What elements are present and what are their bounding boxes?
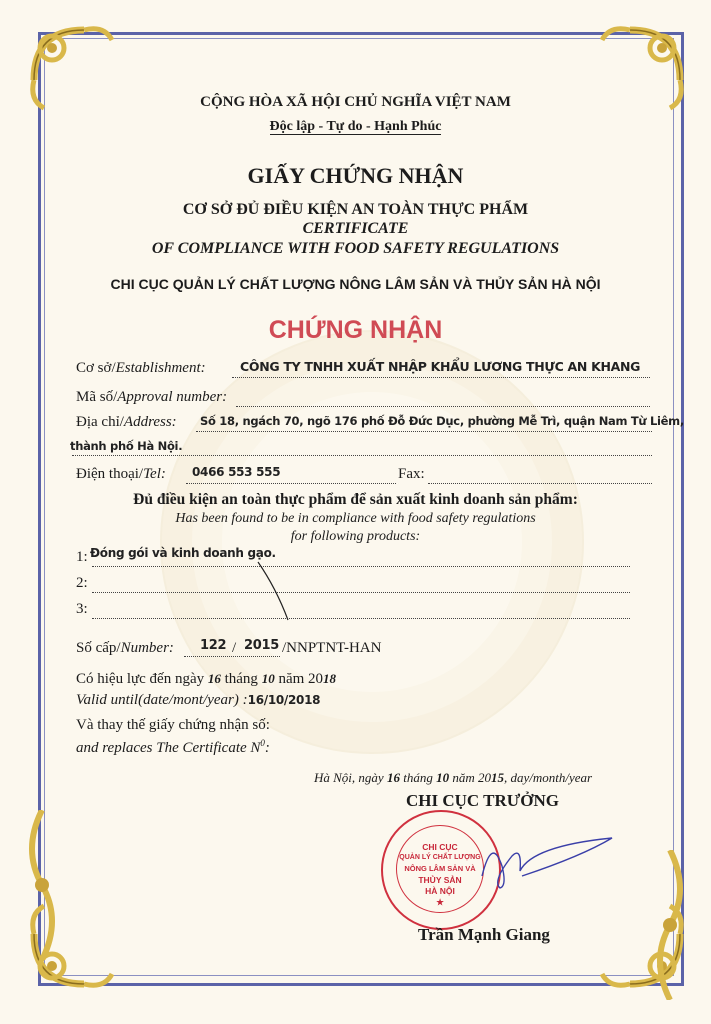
side-ornament-icon [22, 810, 62, 960]
sign-month-label: tháng [403, 770, 433, 785]
subtitle-en-1: CERTIFICATE [302, 220, 409, 237]
product-2-num: 2: [76, 575, 88, 591]
stamp-star-icon: ★ [436, 897, 444, 907]
establishment-value: CÔNG TY TNHH XUẤT NHẬP KHẨU LƯƠNG THỰC AN KHANG [240, 359, 641, 374]
tel-label-vn: Điện thoại/ [76, 466, 144, 482]
subtitle-vn: CƠ SỞ ĐỦ ĐIỀU KIỆN AN TOÀN THỰC PHẨM [182, 201, 529, 218]
number-suffix: /NNPTNT-HAN [282, 640, 382, 656]
fax-label: Fax: [398, 466, 425, 482]
certify-heading: CHỨNG NHẬN [268, 316, 443, 344]
tel-label [76, 466, 166, 483]
number-label-vn: Số cấp/ [76, 640, 121, 656]
certificate-title: GIẤY CHỨNG NHẬN [247, 163, 464, 188]
tel-label-en: Tel: [143, 466, 166, 482]
signer-name: Trần Mạnh Giang [418, 925, 550, 944]
establishment-line [232, 377, 650, 378]
validity-year-label: năm 20 [278, 671, 324, 687]
validity-month-label: tháng [224, 671, 258, 687]
validity-en-value: 16/10/2018 [247, 693, 321, 707]
tel-value: 0466 553 555 [192, 465, 281, 479]
replace-en [76, 738, 270, 757]
side-ornament-icon [650, 850, 690, 1000]
stamp-line-1: CHI CỤC [422, 842, 458, 852]
sign-place-date [314, 770, 592, 786]
sign-place-prefix: Hà Nội, ngày [314, 770, 384, 785]
product-3-line [92, 618, 630, 619]
product-1-num: 1: [76, 549, 88, 565]
motto [0, 119, 711, 135]
sign-year: 15 [490, 770, 504, 785]
product-2-line [92, 592, 630, 593]
address-label [76, 414, 177, 431]
establishment-label-vn: Cơ sở/ [76, 360, 116, 376]
address-line-1 [196, 431, 652, 432]
establishment-label [76, 360, 206, 377]
product-1-value: Đóng gói và kinh doanh gạo. [90, 546, 276, 560]
validity-day: 16 [207, 671, 221, 686]
approval-label-en: Approval number: [117, 389, 228, 405]
approval-label-vn: Mã số/ [76, 389, 118, 405]
validity-en [76, 692, 320, 709]
establishment-label-en: Establishment: [115, 360, 206, 376]
stamp-line-3: NÔNG LÂM SẢN VÀ [404, 864, 476, 873]
replace-en-text: and replaces The Certificate N [76, 740, 261, 756]
approval-line [236, 406, 650, 407]
republic-heading: CỘNG HÒA XÃ HỘI CHỦ NGHĨA VIỆT NAM [200, 94, 511, 110]
replace-en-sup: 0 [260, 738, 265, 748]
sign-month: 10 [436, 770, 450, 785]
stamp-line-4: THỦY SẢN [418, 875, 462, 885]
address-label-vn: Địa chỉ/ [76, 414, 124, 430]
tel-line [186, 483, 396, 484]
replace-en-end: : [264, 740, 270, 756]
product-1-line [92, 566, 630, 567]
compliance-en-1: Has been found to be in compliance with food safety regulations [175, 511, 536, 526]
agency-name: CHI CỤC QUẢN LÝ CHẤT LƯỢNG NÔNG LÂM SẢN VÀ THỦY SẢN HÀ NỘI [110, 276, 601, 292]
number-sep: / [232, 640, 237, 656]
number-value-b: 2015 [244, 638, 279, 653]
sign-year-label: năm 20 [452, 770, 491, 785]
signer-role: CHI CỤC TRƯỞNG [406, 791, 560, 810]
compliance-en-2: for following products: [290, 529, 421, 544]
sign-day: 16 [386, 770, 400, 785]
signature-scribble-icon [462, 826, 622, 896]
motto-text: Độc lập - Tự do - Hạnh Phúc [269, 119, 442, 134]
stamp-line-2: QUẢN LÝ CHẤT LƯỢNG [399, 854, 481, 861]
address-label-en: Address: [123, 414, 177, 430]
subtitle-en-2: OF COMPLIANCE WITH FOOD SAFETY REGULATIONS [151, 240, 560, 257]
compliance-vn: Đủ điều kiện an toàn thực phẩm để sản xuất kinh doanh sản phẩm: [133, 491, 578, 508]
validity-prefix: Có hiệu lực đến ngày [76, 671, 205, 687]
approval-label [76, 389, 227, 406]
number-label-en: Number: [120, 640, 174, 656]
number-label [76, 640, 174, 657]
validity-year: 18 [323, 671, 337, 686]
address-value-2: thành phố Hà Nội. [70, 439, 183, 453]
product-3-num: 3: [76, 601, 88, 617]
validity-en-label: Valid until(date/mont/year) : [76, 692, 248, 708]
stamp-line-5: HÀ NỘI [425, 886, 455, 896]
validity-vn [76, 671, 336, 688]
fax-line [428, 483, 652, 484]
number-value-a: 122 [200, 638, 227, 653]
validity-month: 10 [261, 671, 275, 686]
replace-vn: Và thay thế giấy chứng nhận số: [76, 717, 270, 733]
sign-format: , day/month/year [503, 770, 593, 785]
strike-line [254, 558, 294, 622]
address-line-2 [72, 455, 652, 456]
address-value-1: Số 18, ngách 70, ngõ 176 phố Đỗ Đức Dục, phường Mễ Trì, quận Nam Từ Liêm, [200, 414, 684, 428]
